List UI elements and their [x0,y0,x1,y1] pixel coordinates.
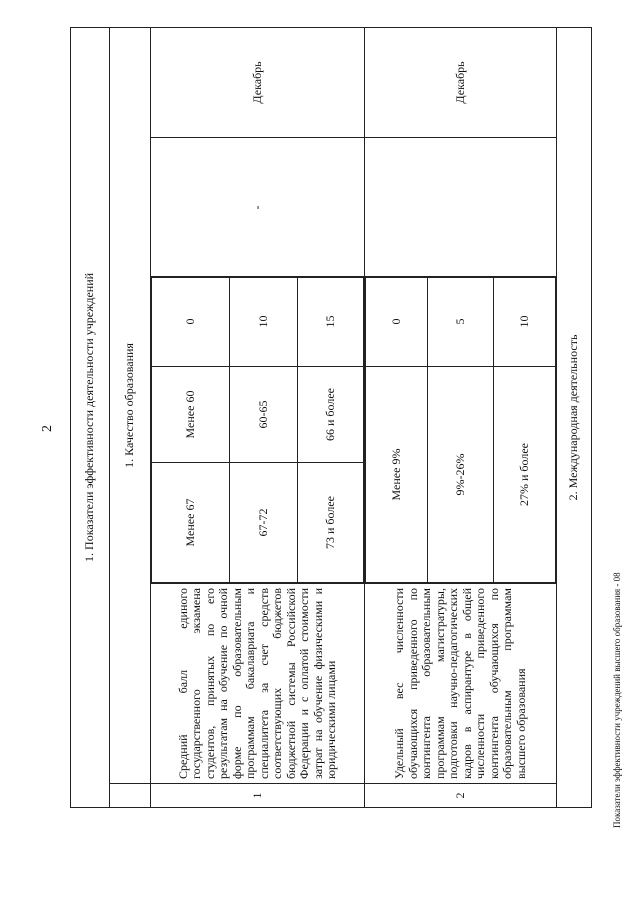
section1-title: 1. Показатели эффективности деятельности учреждений [71,27,110,807]
row1-description: Средний балл единого государственного экзамена студентов, принятых по его результатам на обучение по очной форме по образовательным программам бакалавриата и специалитета за счет средств соответствующих бюджетов бюджетной системы Российской Федерации и с оплатой стоимости затрат на обучение физическими и юридическими лицами [151,584,365,784]
row1-number: 1 [151,784,365,808]
empty-cell [110,784,151,808]
row2-criteria-block [365,278,557,584]
row2-criteria-2: 27% и более [494,367,556,583]
row1-criteria-block [151,278,365,584]
row2-number: 2 [365,784,557,808]
rotated-table-container [70,28,610,808]
subsection2-title: 2. Международная деятельность [557,27,592,807]
row1-criteria-b-0: Менее 60 [152,367,230,463]
row1-criteria-a-1: 67-72 [230,463,298,583]
row1-note: - [151,138,365,278]
subsection1-title: 1. Качество образования [110,27,151,783]
footer-note: Показатели эффективности учреждений высшего образования - 08 [612,572,622,828]
row2-points-1: 5 [428,277,494,367]
row1-points-0: 0 [152,277,230,367]
row2-description: Удельный вес численности обучающихся приведенного по контингента образовательным программам магистратуры, подготовки научно-педагогических кадров в аспирантуре в общей численности приведенного контингента обучающихся по образовательным программам высшего образования [365,584,557,784]
row2-criteria-0: Менее 9% [366,367,428,583]
row1-criteria-a-0: Менее 67 [152,463,230,583]
row1-criteria-a-2: 73 и более [298,463,364,583]
row2-criteria-1: 9%-26% [428,367,494,583]
row1-points-1: 10 [230,277,298,367]
row1-criteria-b-2: 66 и более [298,367,364,463]
row1-criteria-grid [151,276,364,583]
indicators-table [70,27,592,808]
row2-criteria-grid [365,276,556,583]
row1-period: Декабрь [151,27,365,137]
row2-period: Декабрь [365,27,557,137]
row1-points-2: 15 [298,277,364,367]
row1-criteria-b-1: 60-65 [230,367,298,463]
row2-note [365,138,557,278]
row2-points-2: 10 [494,277,556,367]
row2-points-0: 0 [366,277,428,367]
page-number: 2 [40,425,55,432]
